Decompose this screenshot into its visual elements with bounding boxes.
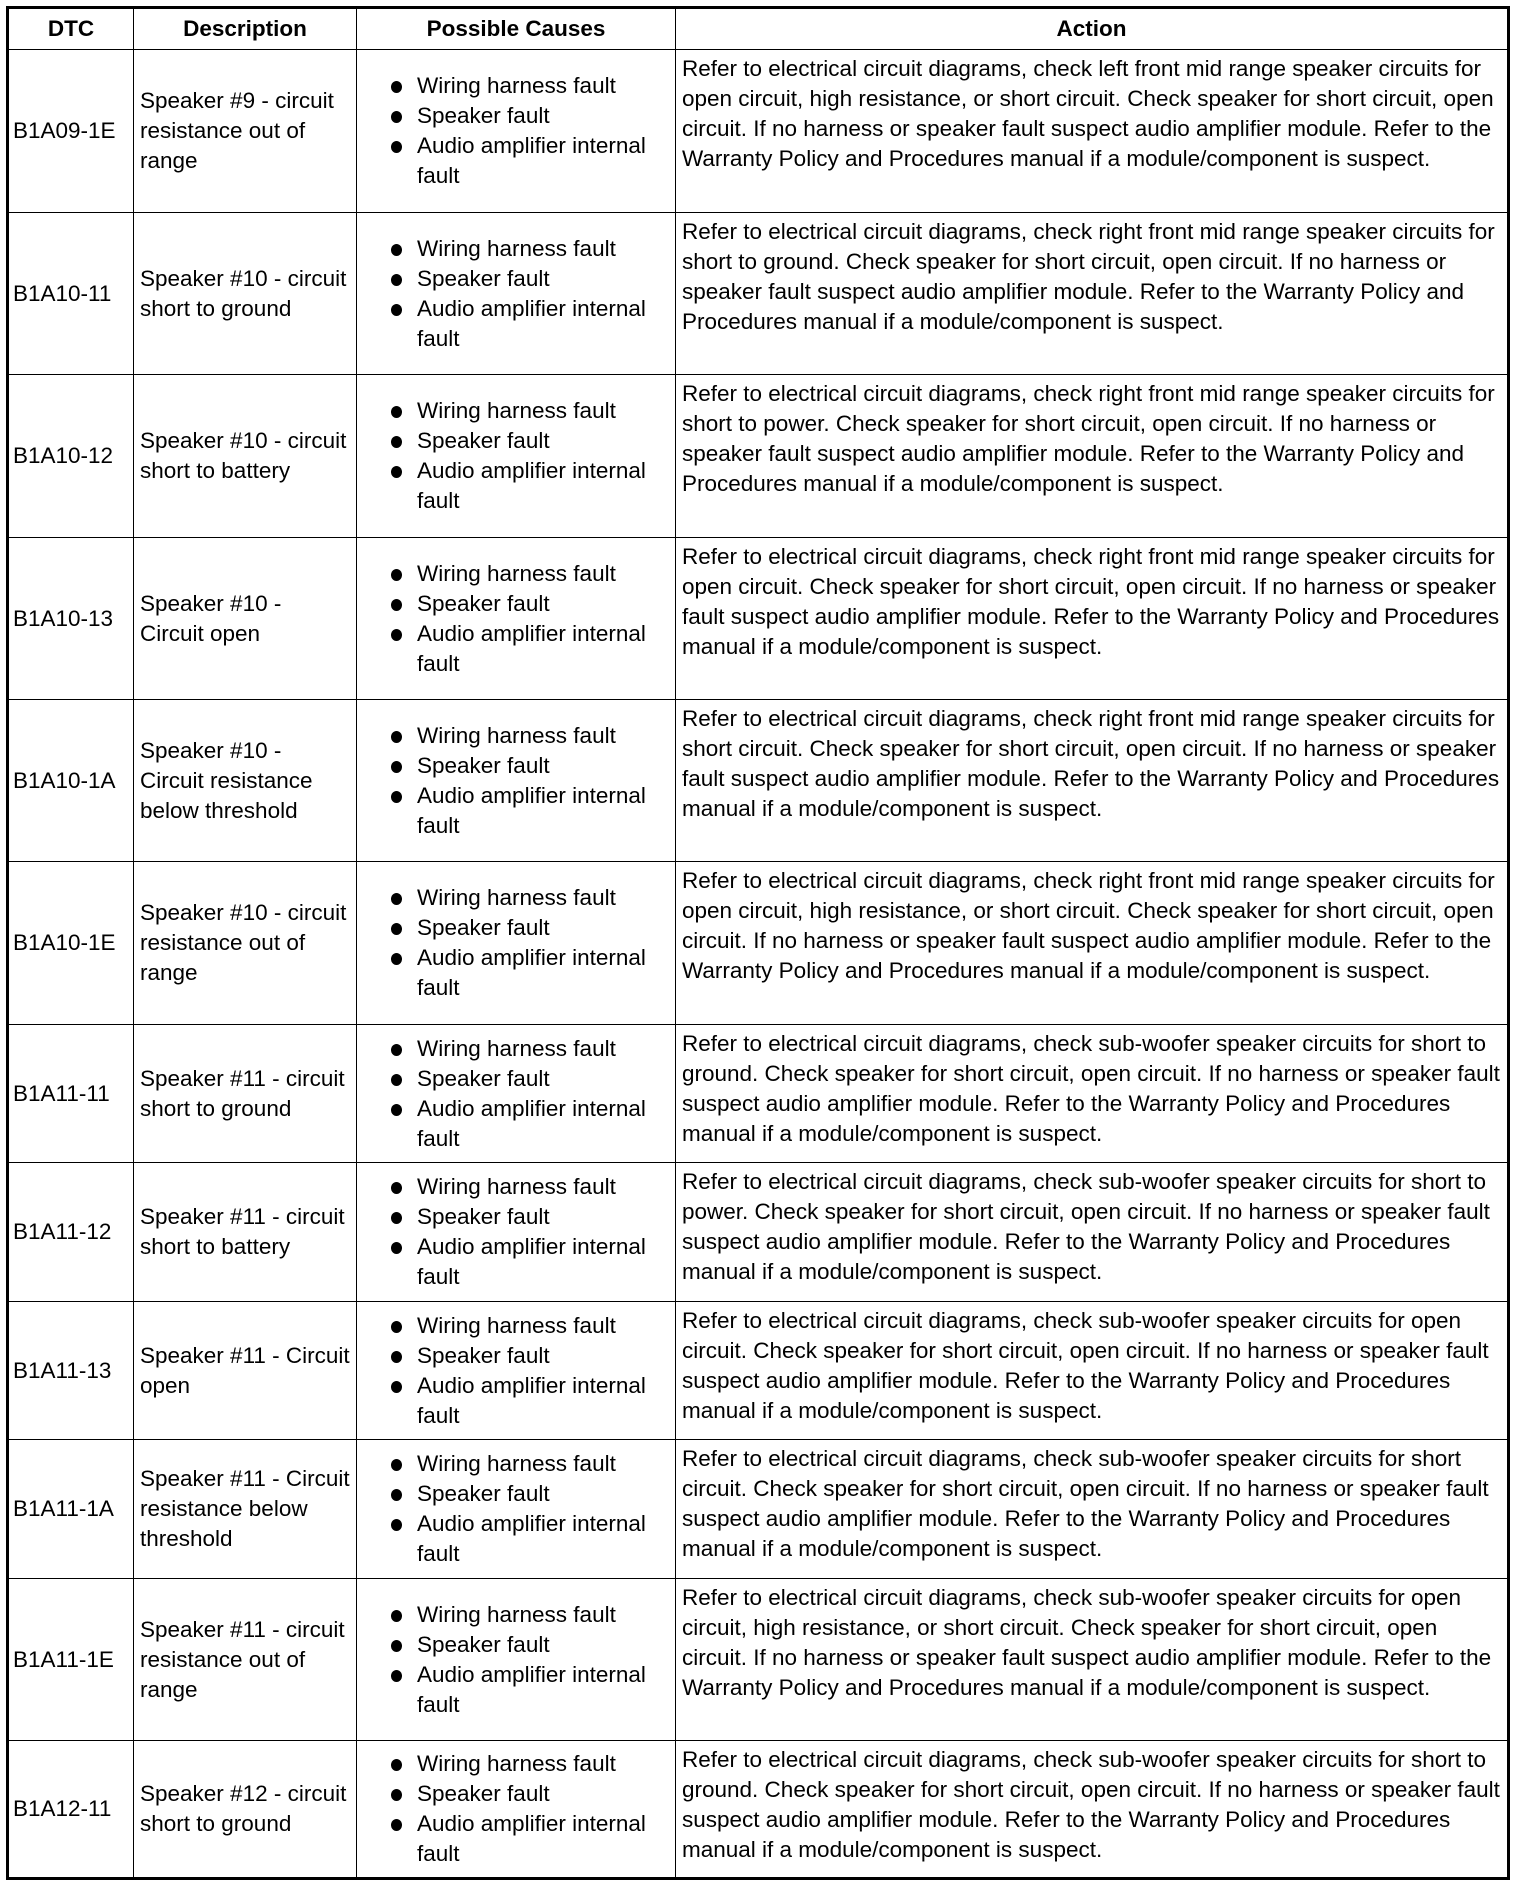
header-causes: Possible Causes <box>357 8 676 50</box>
description-cell: Speaker #11 - Circuit resistance below threshold <box>134 1440 357 1579</box>
dtc-code: B1A10-13 <box>8 538 134 700</box>
causes-cell <box>357 1579 676 1741</box>
cause-item: Wiring harness fault <box>391 396 669 426</box>
table-row <box>8 1440 1509 1579</box>
cause-item: Audio amplifier internal fault <box>391 781 669 841</box>
action-cell: Refer to electrical circuit diagrams, check left front mid range speaker circuits for open circuit, high resistance, or short circuit. Check speaker for short circuit, open circuit. If no harness or speaker fault suspect audio amplifier module. Refer to the Warranty Policy and Procedures manual if a module/component is suspect. <box>676 50 1509 213</box>
description-cell: Speaker #11 - circuit short to ground <box>134 1025 357 1163</box>
cause-item: Audio amplifier internal fault <box>391 456 669 516</box>
table-row <box>8 700 1509 862</box>
cause-item: Wiring harness fault <box>391 1449 669 1479</box>
dtc-table <box>6 6 1510 1880</box>
cause-item: Audio amplifier internal fault <box>391 1809 669 1869</box>
causes-cell <box>357 1302 676 1440</box>
causes-cell <box>357 1163 676 1302</box>
causes-cell <box>357 538 676 700</box>
dtc-code: B1A10-11 <box>8 213 134 375</box>
causes-list <box>363 1172 669 1292</box>
description-cell: Speaker #10 - Circuit open <box>134 538 357 700</box>
description-cell: Speaker #12 - circuit short to ground <box>134 1741 357 1879</box>
cause-item: Speaker fault <box>391 1479 669 1509</box>
header-dtc: DTC <box>8 8 134 50</box>
table-row <box>8 1025 1509 1163</box>
cause-item: Speaker fault <box>391 1630 669 1660</box>
cause-item: Speaker fault <box>391 1064 669 1094</box>
description-cell: Speaker #10 - circuit short to battery <box>134 375 357 538</box>
action-cell: Refer to electrical circuit diagrams, check right front mid range speaker circuits for short to ground. Check speaker for short circuit, open circuit. If no harness or speaker fault suspect audio amplifier module. Refer to the Warranty Policy and Procedures manual if a module/component is suspect. <box>676 213 1509 375</box>
dtc-code: B1A11-13 <box>8 1302 134 1440</box>
causes-cell <box>357 1025 676 1163</box>
cause-item: Audio amplifier internal fault <box>391 619 669 679</box>
dtc-code: B1A10-12 <box>8 375 134 538</box>
causes-cell <box>357 700 676 862</box>
table-row <box>8 1741 1509 1879</box>
header-description: Description <box>134 8 357 50</box>
causes-cell <box>357 375 676 538</box>
header-action: Action <box>676 8 1509 50</box>
action-cell: Refer to electrical circuit diagrams, check sub-woofer speaker circuits for short to power. Check speaker for short circuit, open circuit. If no harness or speaker fault suspect audio amplifier module. Refer to the Warranty Policy and Procedures manual if a module/component is suspect. <box>676 1163 1509 1302</box>
cause-item: Wiring harness fault <box>391 1311 669 1341</box>
cause-item: Wiring harness fault <box>391 559 669 589</box>
cause-item: Audio amplifier internal fault <box>391 1232 669 1292</box>
table-row <box>8 1579 1509 1741</box>
description-cell: Speaker #11 - circuit short to battery <box>134 1163 357 1302</box>
cause-item: Speaker fault <box>391 426 669 456</box>
table-row <box>8 538 1509 700</box>
cause-item: Wiring harness fault <box>391 721 669 751</box>
dtc-code: B1A11-11 <box>8 1025 134 1163</box>
causes-list <box>363 1449 669 1569</box>
table-row <box>8 50 1509 213</box>
action-cell: Refer to electrical circuit diagrams, check sub-woofer speaker circuits for short to ground. Check speaker for short circuit, open circuit. If no harness or speaker fault suspect audio amplifier module. Refer to the Warranty Policy and Procedures manual if a module/component is suspect. <box>676 1741 1509 1879</box>
causes-cell <box>357 50 676 213</box>
cause-item: Audio amplifier internal fault <box>391 943 669 1003</box>
description-cell: Speaker #9 - circuit resistance out of range <box>134 50 357 213</box>
causes-list <box>363 234 669 354</box>
cause-item: Wiring harness fault <box>391 1600 669 1630</box>
cause-item: Wiring harness fault <box>391 234 669 264</box>
causes-cell <box>357 1440 676 1579</box>
causes-list <box>363 1600 669 1720</box>
action-cell: Refer to electrical circuit diagrams, check right front mid range speaker circuits for short circuit. Check speaker for short circuit, open circuit. If no harness or speaker fault suspect audio amplifier module. Refer to the Warranty Policy and Procedures manual if a module/component is suspect. <box>676 700 1509 862</box>
table-row <box>8 862 1509 1025</box>
table-row <box>8 1163 1509 1302</box>
cause-item: Wiring harness fault <box>391 1034 669 1064</box>
cause-item: Audio amplifier internal fault <box>391 131 669 191</box>
cause-item: Speaker fault <box>391 264 669 294</box>
cause-item: Audio amplifier internal fault <box>391 1371 669 1431</box>
dtc-code: B1A12-11 <box>8 1741 134 1879</box>
cause-item: Speaker fault <box>391 751 669 781</box>
description-cell: Speaker #10 - circuit short to ground <box>134 213 357 375</box>
cause-item: Speaker fault <box>391 913 669 943</box>
cause-item: Wiring harness fault <box>391 1749 669 1779</box>
causes-cell <box>357 862 676 1025</box>
causes-cell <box>357 1741 676 1879</box>
cause-item: Speaker fault <box>391 101 669 131</box>
action-cell: Refer to electrical circuit diagrams, check sub-woofer speaker circuits for short to ground. Check speaker for short circuit, open circuit. If no harness or speaker fault suspect audio amplifier module. Refer to the Warranty Policy and Procedures manual if a module/component is suspect. <box>676 1025 1509 1163</box>
cause-item: Audio amplifier internal fault <box>391 1660 669 1720</box>
cause-item: Wiring harness fault <box>391 1172 669 1202</box>
dtc-code: B1A11-12 <box>8 1163 134 1302</box>
description-cell: Speaker #10 - circuit resistance out of range <box>134 862 357 1025</box>
action-cell: Refer to electrical circuit diagrams, check right front mid range speaker circuits for short to power. Check speaker for short circuit, open circuit. If no harness or speaker fault suspect audio amplifier module. Refer to the Warranty Policy and Procedures manual if a module/component is suspect. <box>676 375 1509 538</box>
causes-list <box>363 396 669 516</box>
dtc-code: B1A10-1A <box>8 700 134 862</box>
dtc-code: B1A11-1A <box>8 1440 134 1579</box>
description-cell: Speaker #11 - Circuit open <box>134 1302 357 1440</box>
cause-item: Audio amplifier internal fault <box>391 294 669 354</box>
causes-list <box>363 559 669 679</box>
causes-cell <box>357 213 676 375</box>
action-cell: Refer to electrical circuit diagrams, check sub-woofer speaker circuits for open circuit. Check speaker for short circuit, open circuit. If no harness or speaker fault suspect audio amplifier module. Refer to the Warranty Policy and Procedures manual if a module/component is suspect. <box>676 1302 1509 1440</box>
description-cell: Speaker #11 - circuit resistance out of range <box>134 1579 357 1741</box>
causes-list <box>363 721 669 841</box>
dtc-code: B1A10-1E <box>8 862 134 1025</box>
dtc-code: B1A09-1E <box>8 50 134 213</box>
action-cell: Refer to electrical circuit diagrams, check sub-woofer speaker circuits for short circuit. Check speaker for short circuit, open circuit. If no harness or speaker fault suspect audio amplifier module. Refer to the Warranty Policy and Procedures manual if a module/component is suspect. <box>676 1440 1509 1579</box>
cause-item: Speaker fault <box>391 1341 669 1371</box>
action-cell: Refer to electrical circuit diagrams, check right front mid range speaker circuits for open circuit. Check speaker for short circuit, open circuit. If no harness or speaker fault suspect audio amplifier module. Refer to the Warranty Policy and Procedures manual if a module/component is suspect. <box>676 538 1509 700</box>
causes-list <box>363 1034 669 1154</box>
causes-list <box>363 1749 669 1869</box>
causes-list <box>363 71 669 191</box>
cause-item: Wiring harness fault <box>391 71 669 101</box>
table-row <box>8 375 1509 538</box>
table-row <box>8 213 1509 375</box>
cause-item: Speaker fault <box>391 1779 669 1809</box>
header-row <box>8 8 1509 50</box>
action-cell: Refer to electrical circuit diagrams, check sub-woofer speaker circuits for open circuit, high resistance, or short circuit. Check speaker for short circuit, open circuit. If no harness or speaker fault suspect audio amplifier module. Refer to the Warranty Policy and Procedures manual if a module/component is suspect. <box>676 1579 1509 1741</box>
cause-item: Audio amplifier internal fault <box>391 1509 669 1569</box>
description-cell: Speaker #10 - Circuit resistance below threshold <box>134 700 357 862</box>
table-row <box>8 1302 1509 1440</box>
cause-item: Audio amplifier internal fault <box>391 1094 669 1154</box>
action-cell: Refer to electrical circuit diagrams, check right front mid range speaker circuits for open circuit, high resistance, or short circuit. Check speaker for short circuit, open circuit. If no harness or speaker fault suspect audio amplifier module. Refer to the Warranty Policy and Procedures manual if a module/component is suspect. <box>676 862 1509 1025</box>
causes-list <box>363 1311 669 1431</box>
causes-list <box>363 883 669 1003</box>
cause-item: Speaker fault <box>391 1202 669 1232</box>
dtc-code: B1A11-1E <box>8 1579 134 1741</box>
cause-item: Speaker fault <box>391 589 669 619</box>
cause-item: Wiring harness fault <box>391 883 669 913</box>
